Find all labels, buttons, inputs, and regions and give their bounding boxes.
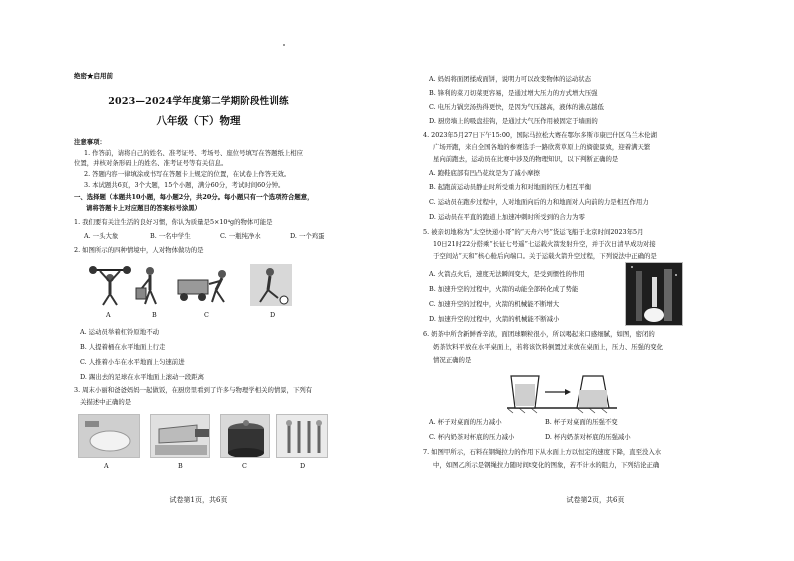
right-page	[397, 0, 794, 561]
question-6: 6. 奶茶中所含新鲜香辛浓，面团球颗粒很小，所以喝起来口感细腻，如图，密闭的	[423, 330, 655, 338]
person-carrying-bucket-figure	[132, 264, 174, 306]
figure-label: D	[270, 311, 276, 319]
option: D. 厨房墙上的吸盘挂钩，是通过大气压作用被固定于墙面的	[429, 117, 598, 125]
option: A. 一头大象	[84, 232, 119, 240]
question-7: 7. 如图甲所示，石料在钢绳拉力的作用下从水面上方以恒定的速度下降，直至没入水	[423, 448, 662, 456]
figure-label: C	[242, 462, 247, 470]
option: D. 踢出去的足球在水平地面上滚动一段距离	[80, 373, 204, 381]
option: C. 一瓶纯净水	[220, 232, 261, 240]
question-5: 5. 被亲切地称为“太空快递小哥”的“天舟六号”货运飞船于北京时间2023年5月	[423, 228, 644, 236]
kitchen-knife-photo	[150, 414, 210, 458]
question-1: 1. 我们要有关注生活的良好习惯，你认为质量是5×10⁴g的物体可能是	[74, 218, 273, 226]
figure-label: C	[204, 311, 209, 319]
option: D. 杯内奶茶对杯底的压强减小	[545, 433, 631, 441]
scan-speck	[283, 44, 285, 46]
question-5: 10日21时22分搭乘“长征七号遥”七运载火箭发射升空，并于次日清早成功对接	[433, 240, 656, 248]
person-pushing-cart-figure	[176, 268, 232, 304]
figure-label: B	[152, 311, 157, 319]
secret-label: 绝密★启用前	[74, 72, 113, 80]
option: A. 运动员举着杠铃原地不动	[80, 328, 159, 336]
note-line: 1. 作答前，请将自己的姓名、准考证号、考场号、座位号填写在答题纸上相应	[84, 149, 304, 157]
option: A. 跑鞋底部有凹凸花纹是为了减小摩擦	[429, 169, 540, 177]
figure-label: B	[178, 462, 183, 470]
option: B. 锋利的菜刀切菜更容易，是通过增大压力的方式增大压强	[429, 89, 598, 97]
option: C. 人推着小车在水平地面上匀速前进	[80, 358, 185, 366]
option: C. 加速升空的过程中，火箭的机械能不断增大	[429, 300, 560, 308]
figure-label: D	[300, 462, 306, 470]
question-4: 4. 2023年5月27日下午15:00，国际马拉松大赛在鄂尔多斯市康巴什区乌兰木伦湖	[423, 131, 657, 139]
question-3: 3. 周末小丽和爸爸妈妈一起做饭，在厨房里看到了许多与物理学相关的情景，下列有	[74, 386, 313, 394]
option: D. 一个鸡蛋	[290, 232, 325, 240]
question-6: 情况正确的是	[433, 356, 472, 364]
question-6: 奶茶饮料平放在水平桌面上，若将该饮料倒置过来放在桌面上，压力、压强的变化	[433, 343, 664, 351]
exam-title: 2023—2024学年度第二学期阶段性训练	[108, 96, 289, 107]
option: C. 杯内奶茶对杯底的压力减小	[429, 433, 515, 441]
option: B. 一名中学生	[150, 232, 191, 240]
section-heading: 请将答题卡上对应题目的答案标号涂黑）	[86, 204, 202, 212]
option: C. 运动员在跑步过程中，人对地面向后的力和地面对人向前的力是相互作用力	[429, 198, 649, 206]
option: A. 妈妈将面团揉成面饼，说明力可以改变物体的运动状态	[429, 75, 592, 83]
option: D. 加速升空的过程中，火箭的机械能不断减小	[429, 315, 560, 323]
option: B. 人提着桶在水平地面上行走	[80, 343, 166, 351]
pressure-cooker-photo	[220, 414, 270, 458]
suction-hook-photo	[276, 414, 328, 458]
question-2: 2. 如图所示的四种情境中，人对物体做功的是	[74, 246, 204, 254]
weightlifter-figure	[88, 262, 132, 306]
option: A. 杯子对桌面的压力减小	[429, 418, 502, 426]
option: A. 火箭点火后，速度无法瞬间变大，是受到惯性的作用	[429, 270, 585, 278]
figure-label: A	[106, 311, 111, 319]
question-4: 星向前跑去，运动员在比赛中涉及的物理知识，以下判断正确的是	[433, 155, 619, 163]
question-3: 关描述中正确的是	[80, 398, 132, 406]
note-line: 位置，并核对条形码上的姓名、准考证号等有关信息。	[74, 159, 228, 167]
figure-label: A	[104, 462, 109, 470]
question-7: 中，如图乙所示是钢绳拉力随时间t变化的图象，若不计水的阻力，下列结论正确	[433, 461, 660, 469]
question-5: 于空间站“天和”核心舱后向端口。关于运载火箭升空过程，下列说法中正确的是	[433, 252, 657, 260]
question-4: 广场开跑，来自全国各地的参赛选手一路欣赏草原上的旖旎景致，迎着满天繁	[433, 143, 651, 151]
page-footer: 试卷第1页，共6页	[169, 496, 228, 504]
option: B. 起跑前运动员静止时所受重力和对地面的压力相互平衡	[429, 183, 592, 191]
option: B. 杯子对桌面的压强不变	[545, 418, 618, 426]
option: D. 运动员在平直的跑道上加速冲刺时所受到的合力为零	[429, 213, 585, 221]
note-line: 2. 答题内容一律填涂或书写在答题卡上规定的位置，在试卷上作答无效。	[84, 170, 291, 178]
section-heading: 一、选择题（本题共10小题，每小题2分，共20分。每小题只有一个选项符合题意，	[74, 193, 314, 201]
notes-title: 注意事项：	[74, 138, 106, 146]
note-line: 3. 本试题共6页，3个大题，15个小题，满分60分，考试时间60分钟。	[84, 181, 285, 189]
rocket-launch-photo	[625, 262, 683, 326]
soccer-ball-kick-figure	[250, 264, 292, 306]
exam-subtitle: 八年级（下）物理	[156, 115, 241, 127]
milk-tea-cup-diagram	[507, 368, 617, 414]
option: B. 加速升空的过程中，火箭的动能全部转化成了势能	[429, 285, 579, 293]
option: C. 电压力锅烹汤热得更快，是因为气压越高，液体的沸点越低	[429, 103, 604, 111]
page-footer: 试卷第2页，共6页	[566, 496, 625, 504]
dough-photo	[78, 414, 140, 458]
